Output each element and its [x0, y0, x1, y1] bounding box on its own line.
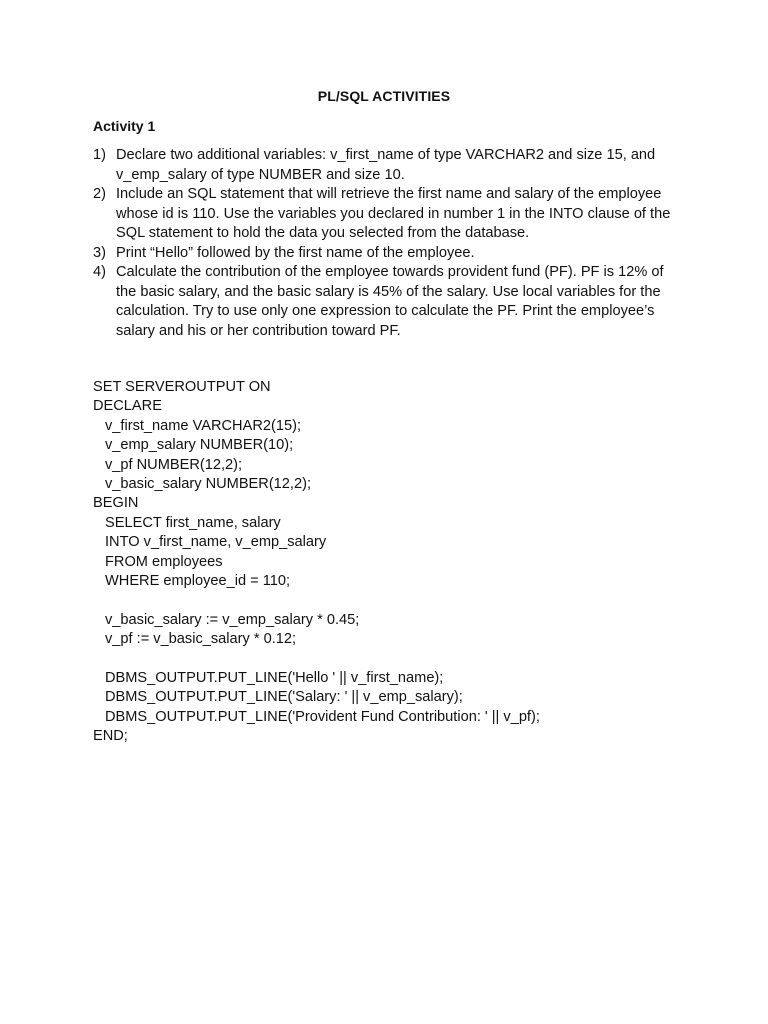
code-line: INTO v_first_name, v_emp_salary	[105, 534, 327, 551]
code-line: DBMS_OUTPUT.PUT_LINE('Provident Fund Contribution: ' || v_pf);	[105, 708, 540, 725]
instruction-item	[93, 263, 683, 341]
code-line: v_emp_salary NUMBER(10);	[105, 437, 294, 454]
code-line: DECLARE	[93, 398, 162, 415]
code-line: END;	[93, 728, 128, 745]
code-line: SELECT first_name, salary	[105, 514, 281, 531]
code-line: SET SERVEROUTPUT ON	[93, 379, 271, 395]
instruction-number: 4)	[93, 264, 106, 280]
code-line: DBMS_OUTPUT.PUT_LINE('Hello ' || v_first_name);	[105, 669, 444, 686]
code-line: v_first_name VARCHAR2(15);	[105, 417, 301, 434]
instruction-list	[93, 146, 683, 341]
instruction-item	[93, 185, 683, 244]
instruction-text: Declare two additional variables: v_first_name of type VARCHAR2 and size 15, and v_emp_salary of type NUMBER and size 10.	[116, 147, 656, 183]
code-line: v_pf NUMBER(12,2);	[105, 456, 243, 473]
page-title: PL/SQL ACTIVITIES	[317, 88, 451, 104]
code-line: FROM employees	[105, 553, 223, 570]
instruction-number: 1)	[93, 147, 106, 163]
code-line: WHERE employee_id = 110;	[105, 572, 291, 589]
instruction-text: Include an SQL statement that will retrieve the first name and salary of the employee whose id is 110. Use the variables you declared in number 1 in the INTO clause of the SQL statement to hold the data you selected from the database.	[116, 186, 671, 241]
code-line: v_basic_salary := v_emp_salary * 0.45;	[105, 611, 360, 628]
code-line: BEGIN	[93, 495, 139, 512]
instruction-number: 2)	[93, 186, 106, 202]
code-block	[93, 378, 693, 746]
instruction-item	[93, 244, 683, 264]
instruction-item	[93, 146, 683, 185]
code-line: DBMS_OUTPUT.PUT_LINE('Salary: ' || v_emp_salary);	[105, 689, 463, 706]
code-line	[93, 591, 693, 610]
activity-heading: Activity 1	[93, 118, 156, 134]
code-line: v_pf := v_basic_salary * 0.12;	[105, 631, 297, 648]
code-line: v_basic_salary NUMBER(12,2);	[105, 475, 312, 492]
instruction-number: 3)	[93, 244, 106, 261]
instruction-text: Calculate the contribution of the employee towards provident fund (PF). PF is 12% of the basic salary, and the basic salary is 45% of the salary. Use local variables for the calculation. Try to use only one expression to calculate the PF. Print the employee’s salary and his or her contribution toward PF.	[116, 264, 664, 339]
instruction-text: Print “Hello” followed by the first name of the employee.	[116, 244, 475, 261]
code-line	[93, 649, 693, 668]
